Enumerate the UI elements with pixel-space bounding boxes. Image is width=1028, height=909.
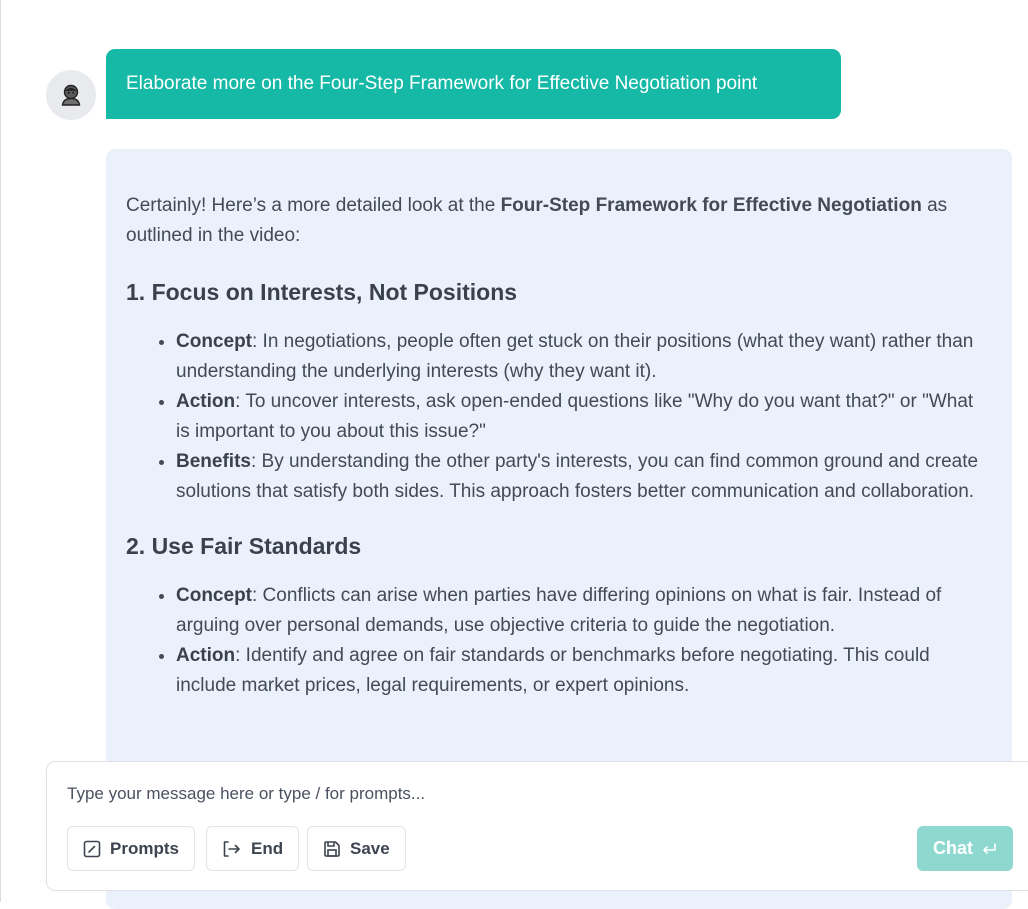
list-item <box>176 581 992 641</box>
list-item <box>176 327 992 387</box>
user-avatar-icon <box>59 83 83 107</box>
intro-bold: Four-Step Framework for Effective Negotiation <box>500 195 922 216</box>
message-input[interactable] <box>67 780 987 808</box>
item-label: Action <box>176 645 236 666</box>
item-text: : By understanding the other party's interests, you can find common ground and create solutions that satisfy both sides. This approach fosters better communication and collaboration. <box>176 451 979 502</box>
user-message-text: Elaborate more on the Four-Step Framework for Effective Negotiation point <box>126 73 758 94</box>
logout-arrow-icon <box>222 840 242 858</box>
list-item <box>176 641 992 701</box>
end-label: End <box>251 838 284 858</box>
left-divider <box>0 0 1 902</box>
user-message-bubble <box>106 49 841 119</box>
section-list <box>126 581 992 701</box>
item-label: Concept <box>176 331 252 352</box>
section-list <box>126 327 992 507</box>
floppy-disk-icon <box>323 840 341 858</box>
section-heading: 2. Use Fair Standards <box>126 533 362 559</box>
edit-square-icon <box>83 840 101 858</box>
list-item <box>176 387 992 447</box>
item-text: : To uncover interests, ask open-ended questions like "Why do you want that?" or "What is important to you about this issue?" <box>176 391 974 442</box>
assistant-intro <box>126 191 992 251</box>
list-item <box>176 447 992 507</box>
item-text: : Conflicts can arise when parties have differing opinions on what is fair. Instead of arguing over personal demands, use objective criteria to guide the negotiation. <box>176 585 942 636</box>
section-heading: 1. Focus on Interests, Not Positions <box>126 279 518 305</box>
save-label: Save <box>350 838 390 858</box>
chat-label: Chat <box>933 838 973 858</box>
message-composer <box>46 761 1028 891</box>
item-label: Concept <box>176 585 252 606</box>
user-avatar <box>46 70 96 120</box>
chat-send-button[interactable] <box>917 826 1013 871</box>
enter-return-icon <box>981 842 997 856</box>
intro-suffix: as outlined in the video: <box>126 195 948 246</box>
intro-prefix: Certainly! Here’s a more detailed look at the <box>126 195 501 216</box>
item-text: : Identify and agree on fair standards or benchmarks before negotiating. This could include market prices, legal requirements, or expert opinions. <box>176 645 930 696</box>
prompts-button[interactable] <box>67 826 195 871</box>
item-label: Action <box>176 391 236 412</box>
end-button[interactable] <box>206 826 299 871</box>
item-label: Benefits <box>176 451 251 472</box>
save-button[interactable] <box>307 826 406 871</box>
item-text: : In negotiations, people often get stuck on their positions (what they want) rather than understanding the underlying interests (why they want it). <box>176 331 974 382</box>
prompts-label: Prompts <box>110 838 179 858</box>
